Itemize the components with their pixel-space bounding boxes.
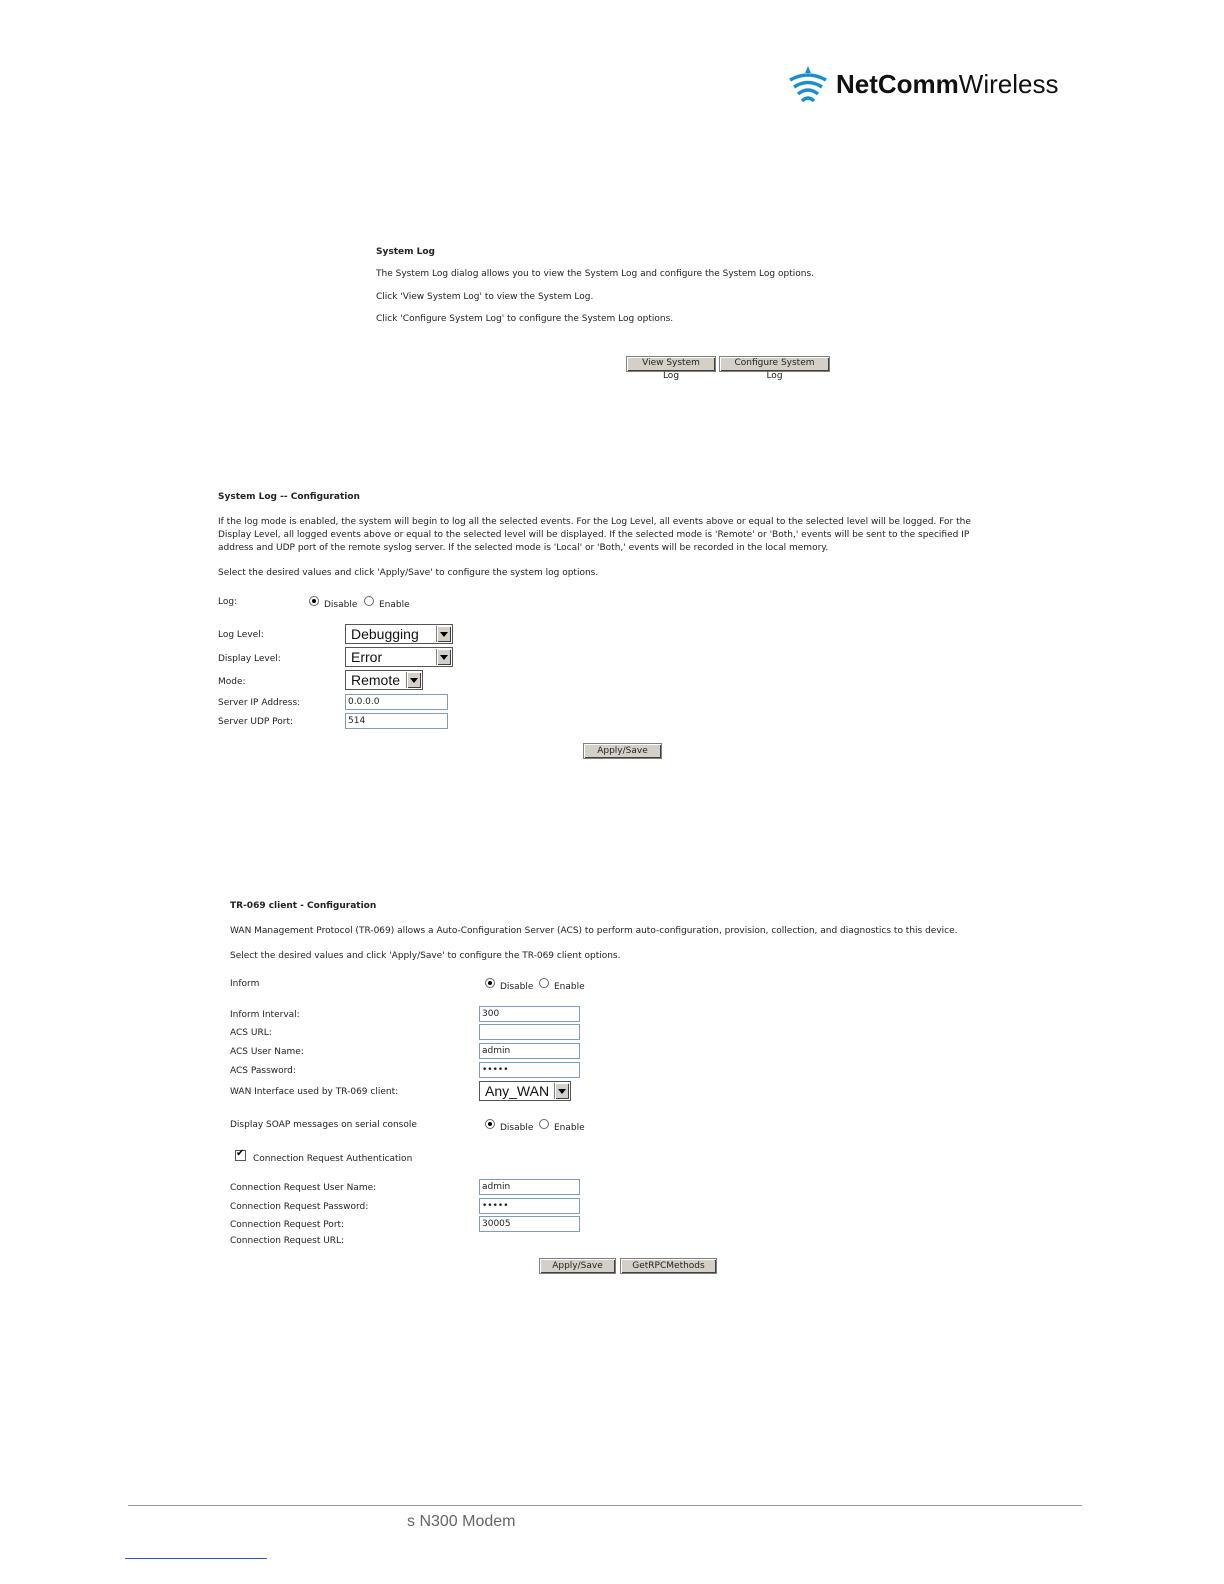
conn-password-input[interactable]: •••••	[479, 1198, 580, 1214]
display-level-select[interactable]	[345, 647, 453, 667]
syslog-config-desc-3: address and UDP port of the remote syslog server. If the selected mode is 'Local' or 'Both,' events will be recorded in the local memory.	[218, 543, 829, 553]
inform-interval-label: Inform Interval:	[230, 1010, 300, 1020]
log-label: Log:	[218, 597, 238, 607]
server-port-label: Server UDP Port:	[218, 717, 294, 727]
soap-disable-radio[interactable]	[485, 1119, 495, 1129]
server-ip-label: Server IP Address:	[218, 698, 301, 708]
conn-port-label: Connection Request Port:	[230, 1220, 345, 1230]
acs-user-label: ACS User Name:	[230, 1047, 304, 1057]
soap-disable-label: Disable	[500, 1123, 534, 1133]
wan-interface-label: WAN Interface used by TR-069 client:	[230, 1087, 399, 1097]
syslog-config-title: System Log -- Configuration	[218, 492, 360, 502]
soap-label: Display SOAP messages on serial console	[230, 1120, 417, 1130]
soap-enable-label: Enable	[554, 1123, 585, 1133]
log-disable-label: Disable	[324, 600, 358, 610]
tr069-desc: WAN Management Protocol (TR-069) allows a Auto-Configuration Server (ACS) to perform auto-configuration, provision, collection, and diagnostics to this device.	[230, 926, 958, 936]
view-system-log-button[interactable]: View System Log	[626, 356, 716, 372]
conn-port-input[interactable]: 30005	[479, 1216, 580, 1232]
acs-password-label: ACS Password:	[230, 1066, 296, 1076]
conn-auth-checkbox[interactable]	[235, 1150, 246, 1161]
syslog-desc-2: Click 'View System Log' to view the System Log.	[376, 292, 594, 302]
syslog-desc-1: The System Log dialog allows you to view the System Log and configure the System Log options.	[376, 269, 815, 279]
inform-disable-radio[interactable]	[485, 978, 495, 988]
syslog-config-instruction: Select the desired values and click 'Apply/Save' to configure the system log options.	[218, 568, 599, 578]
log-disable-radio[interactable]	[309, 596, 319, 606]
server-port-input[interactable]: 514	[345, 713, 448, 729]
tr069-title: TR-069 client - Configuration	[230, 901, 377, 911]
inform-label: Inform	[230, 979, 260, 989]
acs-user-input[interactable]: admin	[479, 1043, 580, 1059]
conn-user-input[interactable]: admin	[479, 1179, 580, 1195]
syslog-desc-3: Click 'Configure System Log' to configure the System Log options.	[376, 314, 674, 324]
syslog-title: System Log	[376, 247, 435, 257]
footer-text: s N300 Modem	[407, 1513, 516, 1530]
brand-name-light: Wireless	[958, 69, 1059, 99]
conn-auth-label: Connection Request Authentication	[253, 1154, 413, 1164]
wan-interface-select[interactable]	[479, 1081, 571, 1101]
inform-disable-label: Disable	[500, 982, 534, 992]
syslog-config-desc-2: Display Level, all logged events above or equal to the selected level will be displayed. If the selected mode is 'Remote' or 'Both,' events will be sent to the specified IP	[218, 530, 970, 540]
chevron-down-icon	[436, 626, 451, 642]
configure-system-log-button[interactable]: Configure System Log	[719, 356, 830, 372]
wan-interface-value: Any_WAN	[485, 1083, 550, 1099]
acs-password-input[interactable]: •••••	[479, 1062, 580, 1078]
chevron-down-icon	[436, 649, 451, 665]
wifi-signal-icon	[786, 64, 830, 106]
tr069-instruction: Select the desired values and click 'Apply/Save' to configure the TR-069 client options.	[230, 951, 621, 961]
mode-select[interactable]	[345, 670, 423, 690]
mode-value: Remote	[351, 672, 401, 688]
footer-divider	[128, 1505, 1082, 1506]
inform-interval-input[interactable]: 300	[479, 1006, 580, 1022]
server-ip-input[interactable]: 0.0.0.0	[345, 694, 448, 710]
chevron-down-icon	[406, 672, 421, 688]
acs-url-input[interactable]	[479, 1024, 580, 1040]
display-level-value: Error	[351, 649, 383, 665]
log-level-select[interactable]	[345, 624, 453, 644]
syslog-apply-save-button[interactable]: Apply/Save	[583, 743, 662, 759]
inform-enable-label: Enable	[554, 982, 585, 992]
log-level-value: Debugging	[351, 626, 419, 642]
get-rpc-methods-button[interactable]: GetRPCMethods	[620, 1258, 717, 1274]
brand-name-bold: NetComm	[836, 69, 959, 99]
brand-logo	[786, 64, 1066, 108]
log-enable-radio[interactable]	[364, 596, 374, 606]
log-level-label: Log Level:	[218, 630, 264, 640]
syslog-config-desc-1: If the log mode is enabled, the system will begin to log all the selected events. For the Log Level, all events above or equal to the selected level will be logged. For the	[218, 517, 971, 527]
display-level-label: Display Level:	[218, 654, 281, 664]
inform-enable-radio[interactable]	[539, 978, 549, 988]
log-enable-label: Enable	[379, 600, 410, 610]
conn-url-label: Connection Request URL:	[230, 1236, 345, 1246]
acs-url-label: ACS URL:	[230, 1028, 272, 1038]
footer-link-underline	[125, 1558, 267, 1559]
conn-password-label: Connection Request Password:	[230, 1202, 369, 1212]
mode-label: Mode:	[218, 677, 246, 687]
chevron-down-icon	[554, 1083, 569, 1099]
conn-user-label: Connection Request User Name:	[230, 1183, 377, 1193]
tr069-apply-save-button[interactable]: Apply/Save	[539, 1258, 616, 1274]
soap-enable-radio[interactable]	[539, 1119, 549, 1129]
